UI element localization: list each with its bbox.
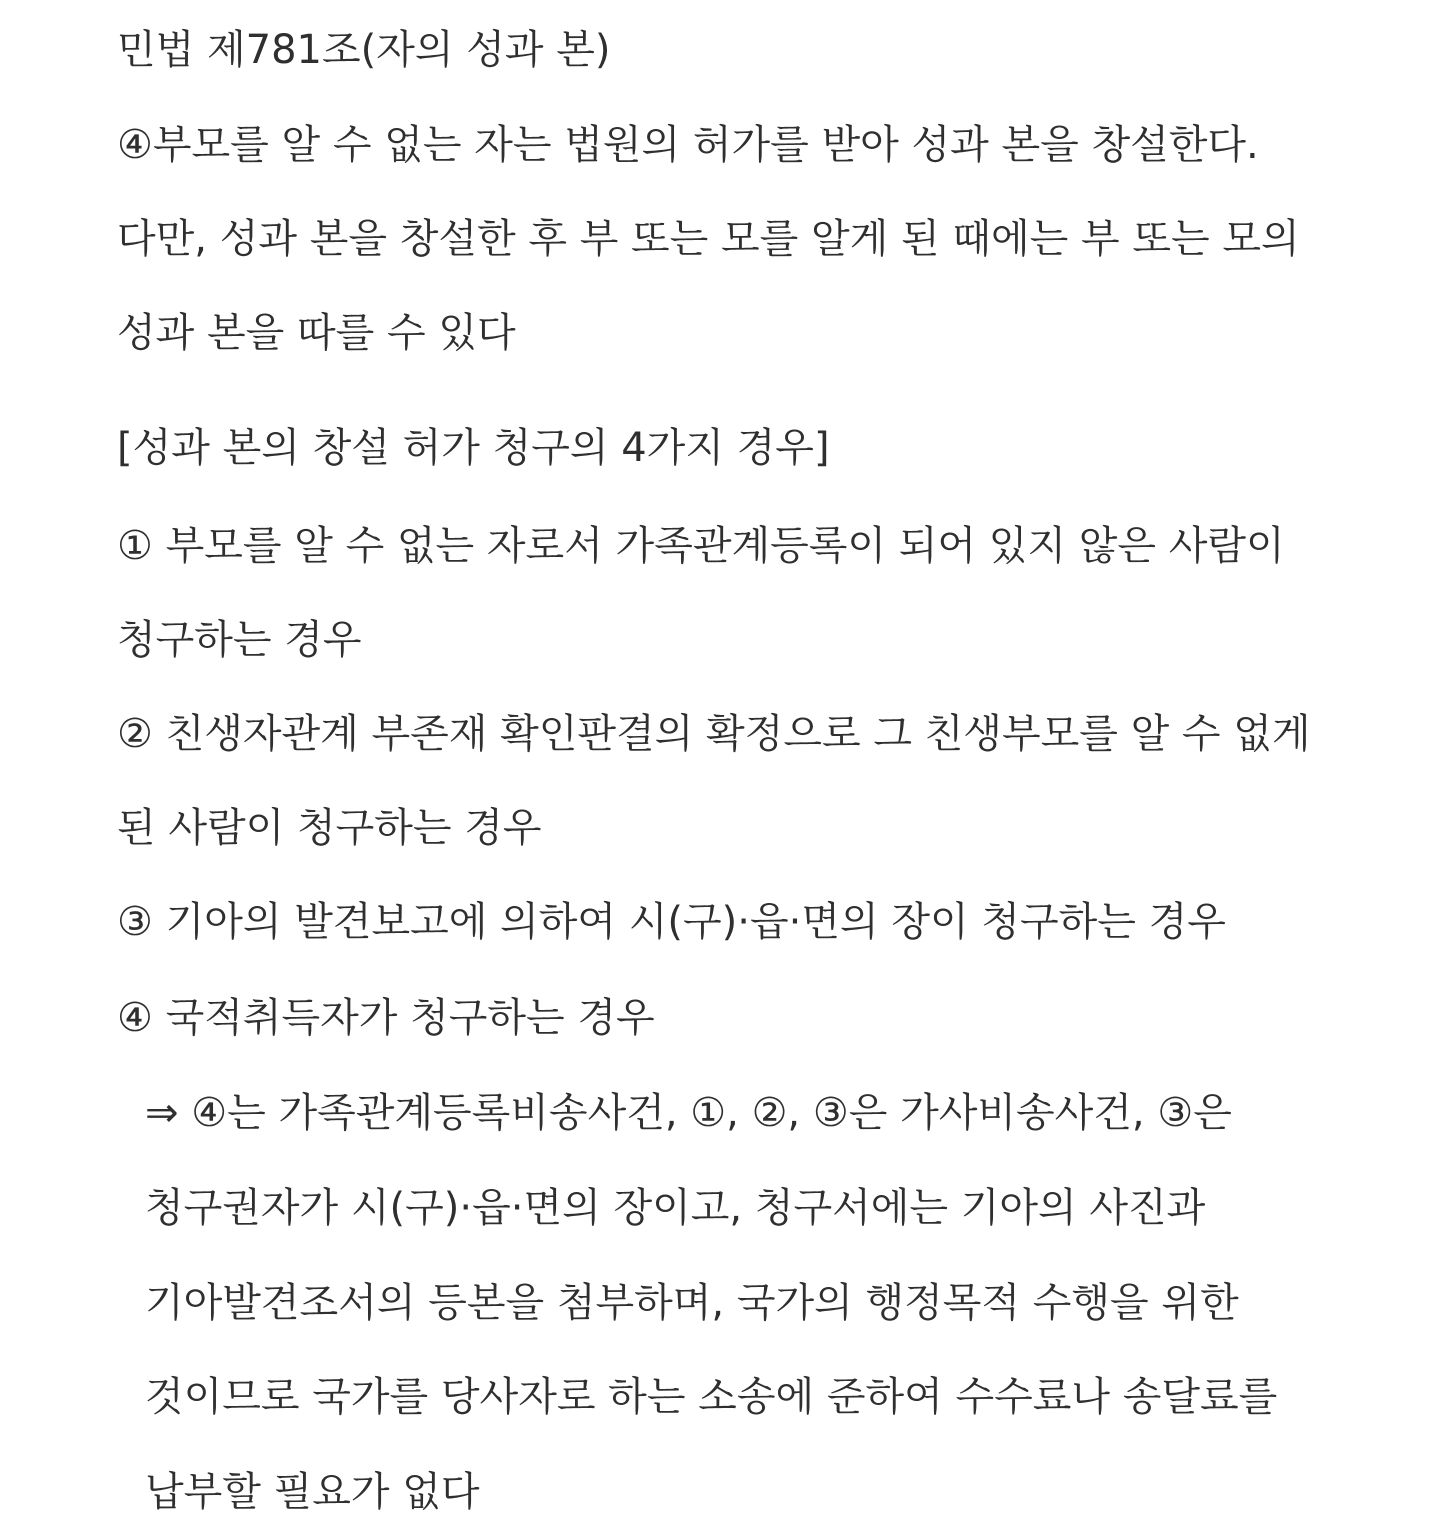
note-line: 것이므로 국가를 당사자로 하는 소송에 준하여 수수료나 송달료를 bbox=[145, 1374, 1278, 1420]
article-text-line: 다만, 성과 본을 창설한 후 부 또는 모를 알게 된 때에는 부 또는 모의 bbox=[117, 216, 1300, 262]
case-line: ② 친생자관계 부존재 확인판결의 확정으로 그 친생부모를 알 수 없게 bbox=[117, 711, 1311, 757]
article-text-line: ④부모를 알 수 없는 자는 법원의 허가를 받아 성과 본을 창설한다. bbox=[117, 122, 1259, 168]
case-line: 된 사람이 청구하는 경우 bbox=[117, 805, 542, 851]
note-line: 기아발견조서의 등본을 첨부하며, 국가의 행정목적 수행을 위한 bbox=[145, 1280, 1239, 1326]
note-line: ⇒ ④는 가족관계등록비송사건, ①, ②, ③은 가사비송사건, ③은 bbox=[145, 1090, 1232, 1136]
case-line: 청구하는 경우 bbox=[117, 617, 362, 663]
note-line: 납부할 필요가 없다 bbox=[145, 1469, 480, 1515]
case-line: ① 부모를 알 수 없는 자로서 가족관계등록이 되어 있지 않은 사람이 bbox=[117, 523, 1285, 569]
case-line: ③ 기아의 발견보고에 의하여 시(구)·읍·면의 장이 청구하는 경우 bbox=[117, 899, 1226, 945]
section-heading: [성과 본의 창설 허가 청구의 4가지 경우] bbox=[117, 425, 830, 471]
article-text-line: 성과 본을 따를 수 있다 bbox=[117, 310, 516, 356]
article-heading: 민법 제781조(자의 성과 본) bbox=[117, 27, 611, 73]
note-line: 청구권자가 시(구)·읍·면의 장이고, 청구서에는 기아의 사진과 bbox=[145, 1185, 1206, 1231]
case-line: ④ 국적취득자가 청구하는 경우 bbox=[117, 995, 655, 1041]
